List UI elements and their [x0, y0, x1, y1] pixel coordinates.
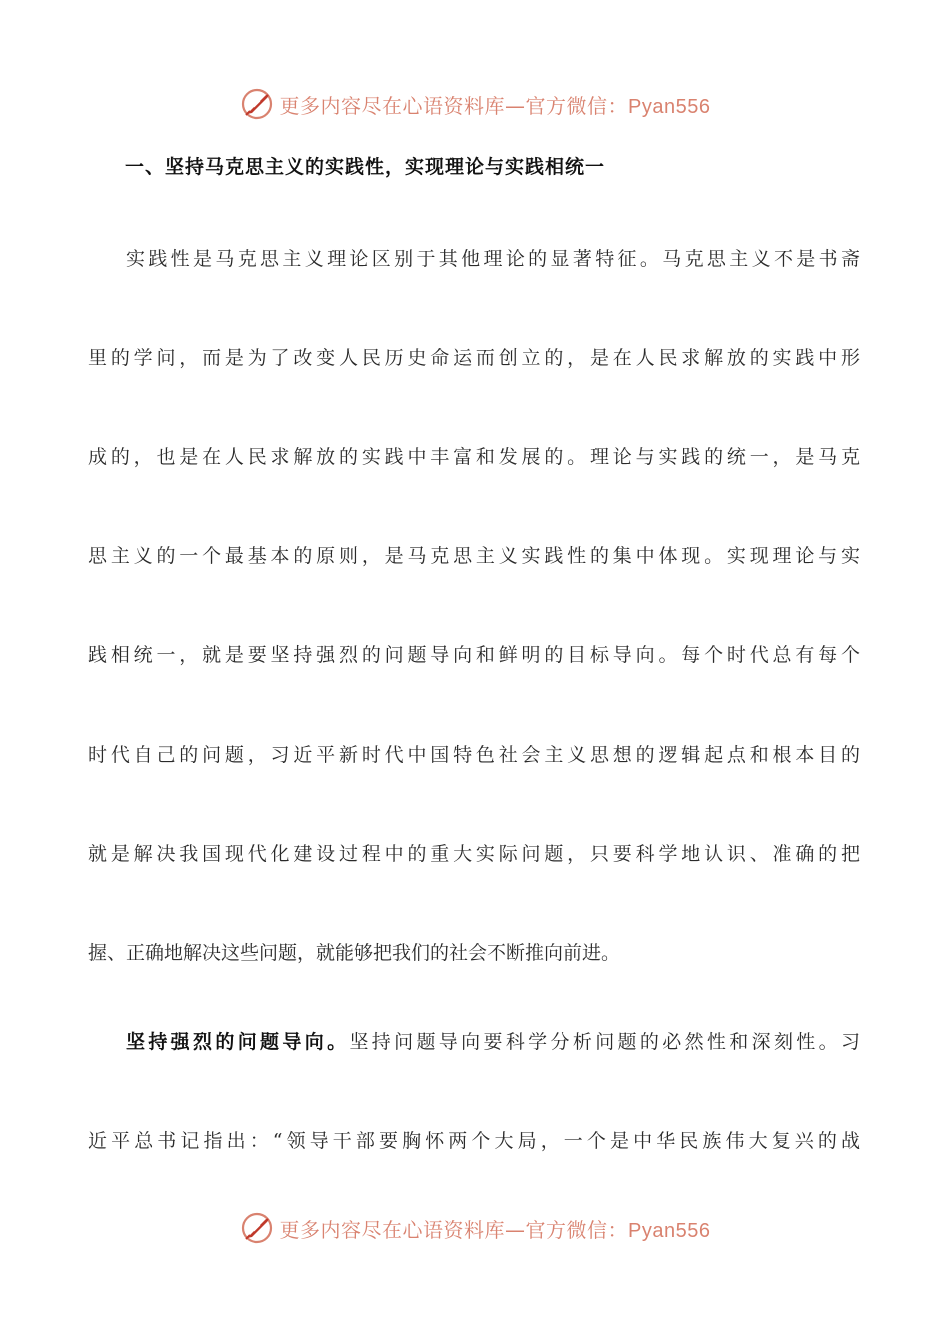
paragraph-line: 握、正确地解决这些问题，就能够把我们的社会不断推向前进。: [88, 942, 621, 964]
paragraph-line: 实践性是马克思主义理论区别于其他理论的显著特征。马克思主义不是书斋: [126, 248, 860, 270]
footer-banner: [0, 1208, 950, 1248]
banner-wechat-id: Pyan556: [628, 95, 711, 118]
paragraph-line: 里的学问，而是为了改变人民历史命运而创立的，是在人民求解放的实践中形: [88, 347, 860, 369]
quill-logo-icon: [240, 1211, 274, 1245]
section-heading: 一、坚持马克思主义的实践性，实现理论与实践相统一: [125, 156, 606, 178]
header-banner: [0, 84, 950, 124]
paragraph-line: 践相统一，就是要坚持强烈的问题导向和鲜明的目标导向。每个时代总有每个: [88, 644, 860, 666]
banner-wechat-id: Pyan556: [628, 1219, 711, 1242]
paragraph-line: 成的，也是在人民求解放的实践中丰富和发展的。理论与实践的统一，是马克: [88, 446, 860, 468]
paragraph-line: 就是解决我国现代化建设过程中的重大实际问题，只要科学地认识、准确的把: [88, 843, 860, 865]
banner-label: 更多内容尽在心语资料库—官方微信：: [279, 93, 629, 118]
banner-text: [280, 90, 711, 119]
paragraph-line: 思主义的一个最基本的原则，是马克思主义实践性的集中体现。实现理论与实: [88, 545, 860, 567]
banner-text: [280, 1214, 711, 1243]
paragraph-line: 时代自己的问题，习近平新时代中国特色社会主义思想的逻辑起点和根本目的: [88, 744, 860, 766]
bold-lead-text: 坚持强烈的问题导向。: [126, 1031, 350, 1053]
paragraph-line: 近平总书记指出：“领导干部要胸怀两个大局，一个是中华民族伟大复兴的战: [88, 1130, 860, 1152]
quill-logo-icon: [240, 87, 274, 121]
paragraph-line-rest: 坚持问题导向要科学分析问题的必然性和深刻性。习: [349, 1031, 860, 1053]
banner-label: 更多内容尽在心语资料库—官方微信：: [279, 1217, 629, 1242]
paragraph-line: [126, 1029, 860, 1055]
